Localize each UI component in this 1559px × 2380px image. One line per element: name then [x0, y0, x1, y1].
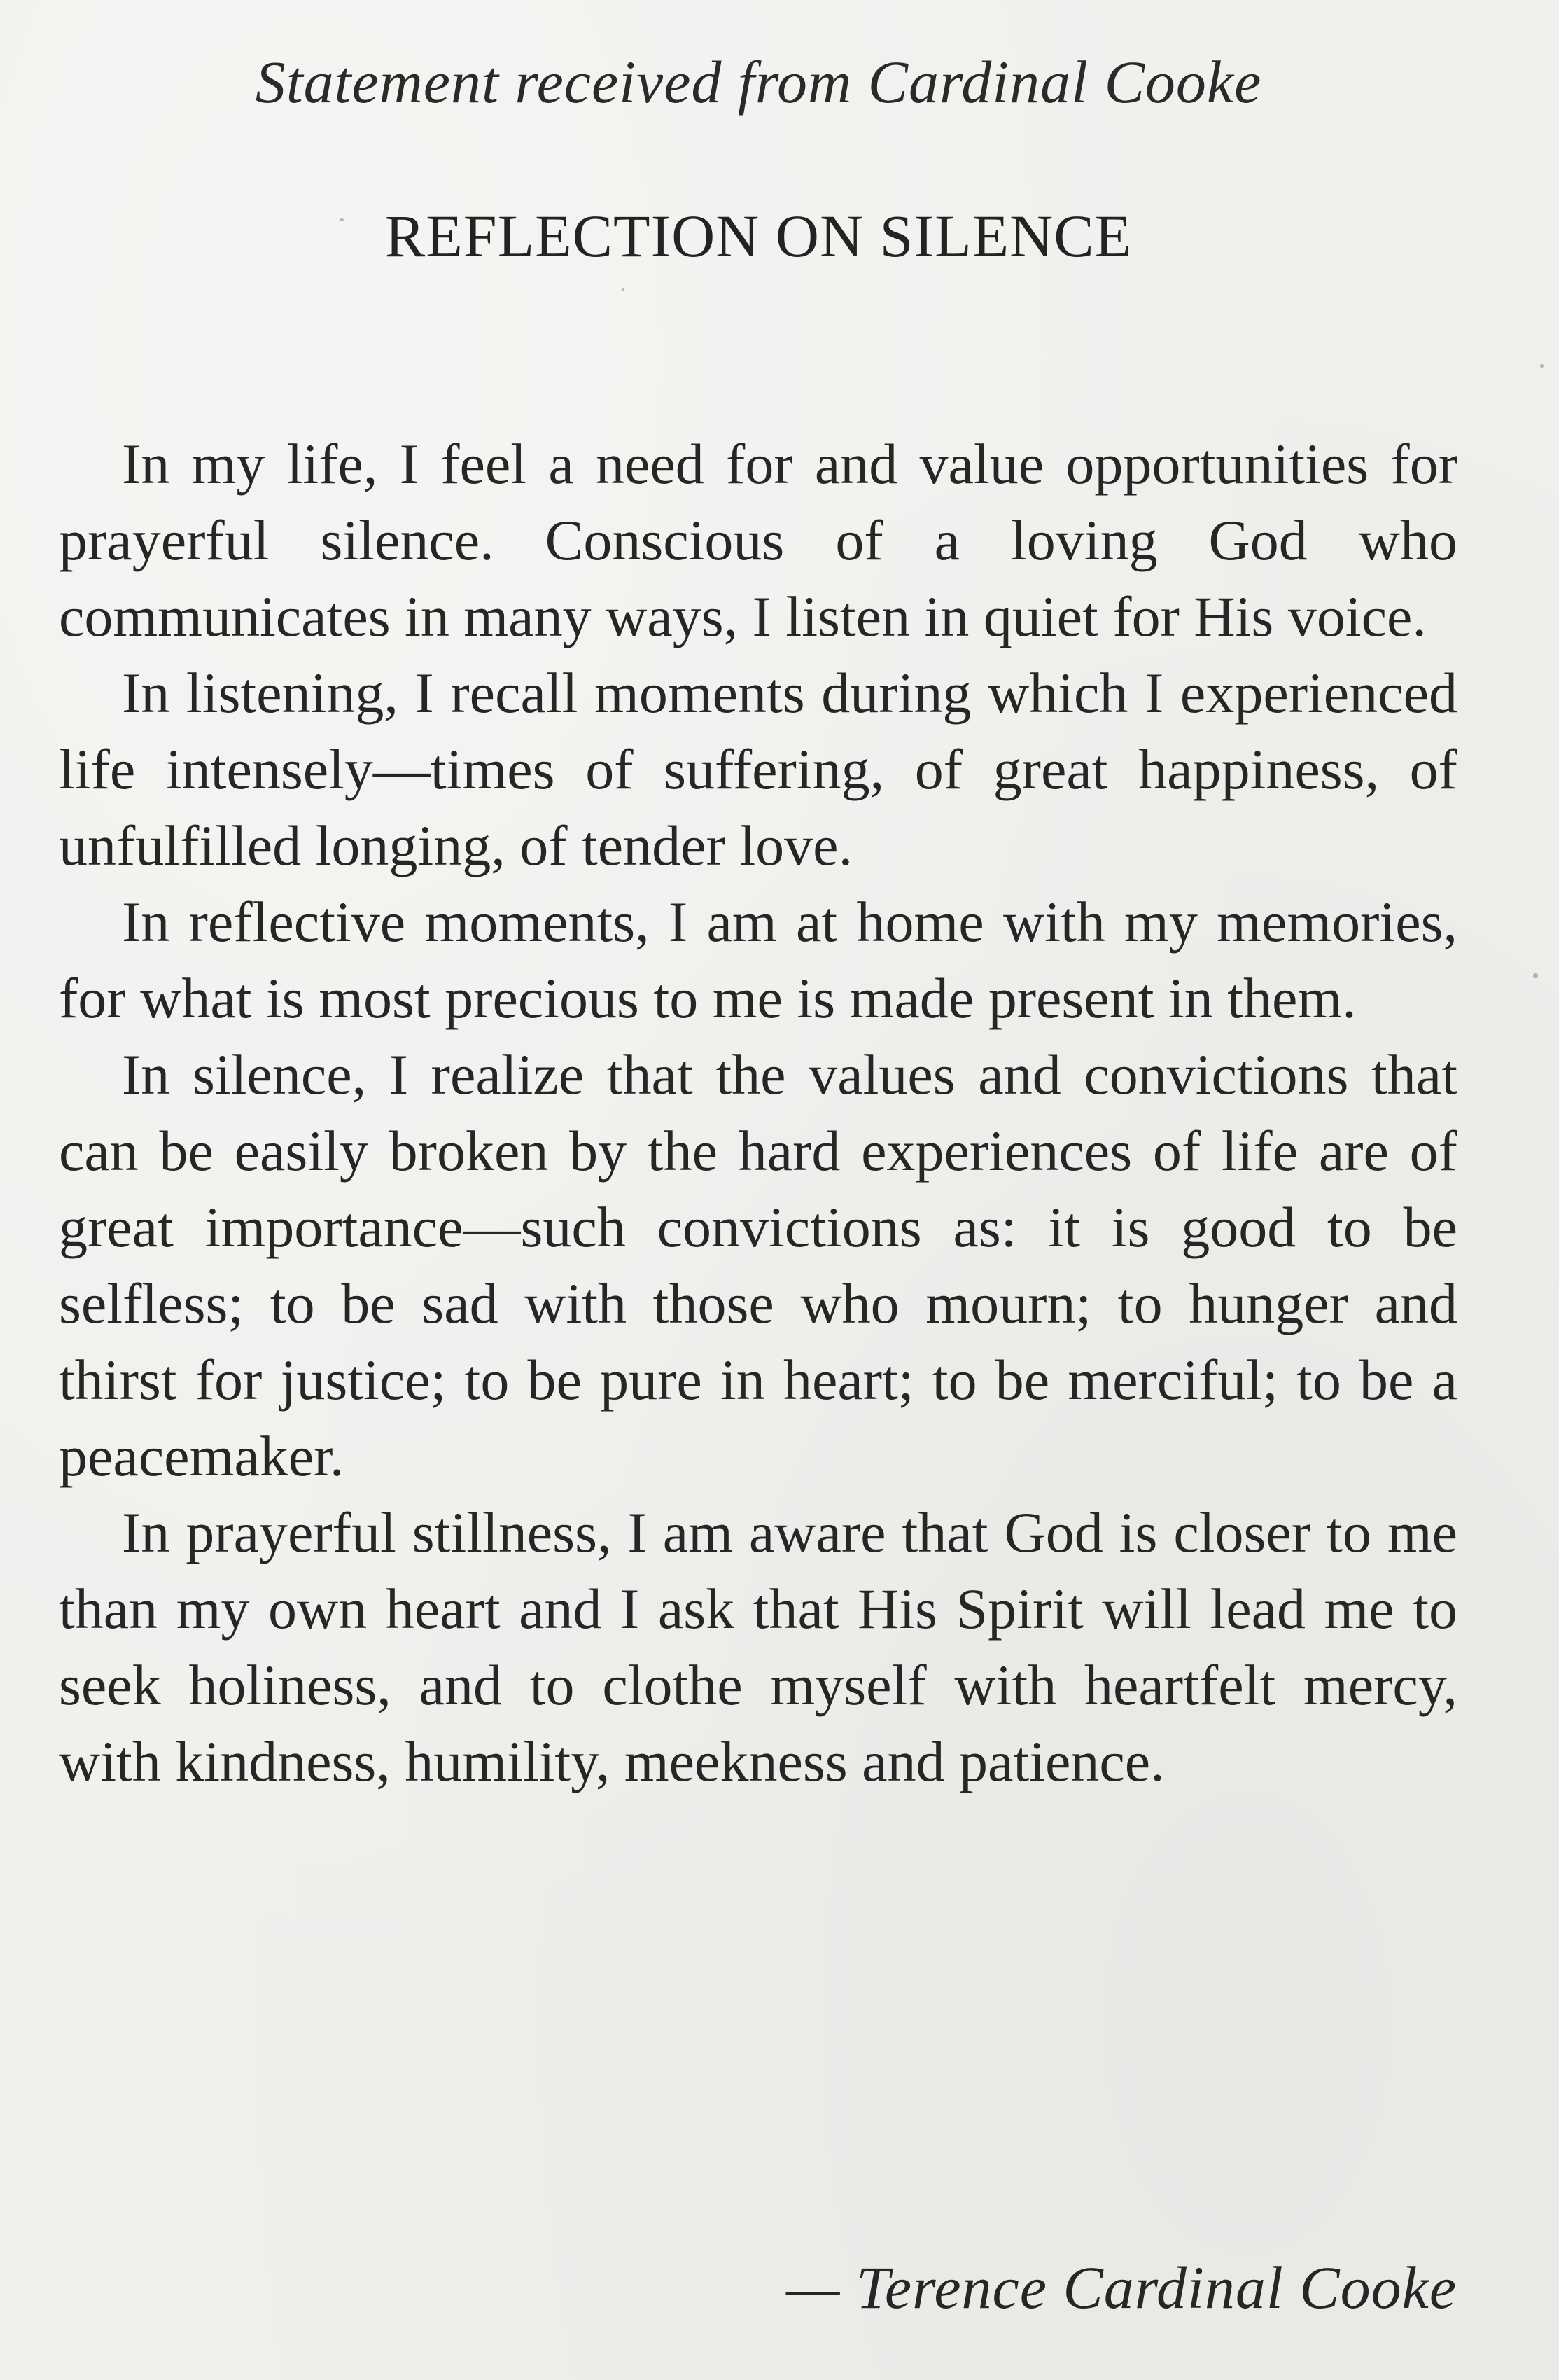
print-speck [622, 288, 624, 291]
signature: — Terence Cardinal Cooke [786, 2254, 1457, 2321]
statement-heading: Statement received from Cardinal Cooke [255, 48, 1262, 116]
print-speck [1540, 364, 1544, 368]
paragraph-5: In prayerful stillness, I am aware that God is closer to me than my own heart and I ask that His Spirit will lead me to seek holiness, and to clothe myself with heartfelt mercy, with kindness, humility, meekness and patience. [59, 1501, 1457, 1793]
reflection-body [59, 426, 1457, 1800]
paragraph-2: In listening, I recall moments during which I experienced life intensely—times of suffering, of great happiness, of unfulfilled longing, of tender love. [59, 661, 1457, 877]
print-speck [340, 218, 344, 221]
page-title: REFLECTION ON SILENCE [384, 202, 1133, 270]
paragraph-1: In my life, I feel a need for and value opportunities for prayerful silence. Conscious of a loving God who communicates in many ways, I listen in quiet for His voice. [59, 432, 1457, 648]
paragraph-3: In reflective moments, I am at home with my memories, for what is most precious to me is made present in them. [59, 890, 1457, 1030]
paragraph-4: In silence, I realize that the values and convictions that can be easily broken by the hard experiences of life are of great importance—such convictions as: it is good to be selfless; to be sad with those who mourn; to hunger and thirst for justice; to be pure in heart; to be merciful; to be a peacemaker. [59, 1043, 1457, 1488]
print-speck [1533, 973, 1538, 978]
